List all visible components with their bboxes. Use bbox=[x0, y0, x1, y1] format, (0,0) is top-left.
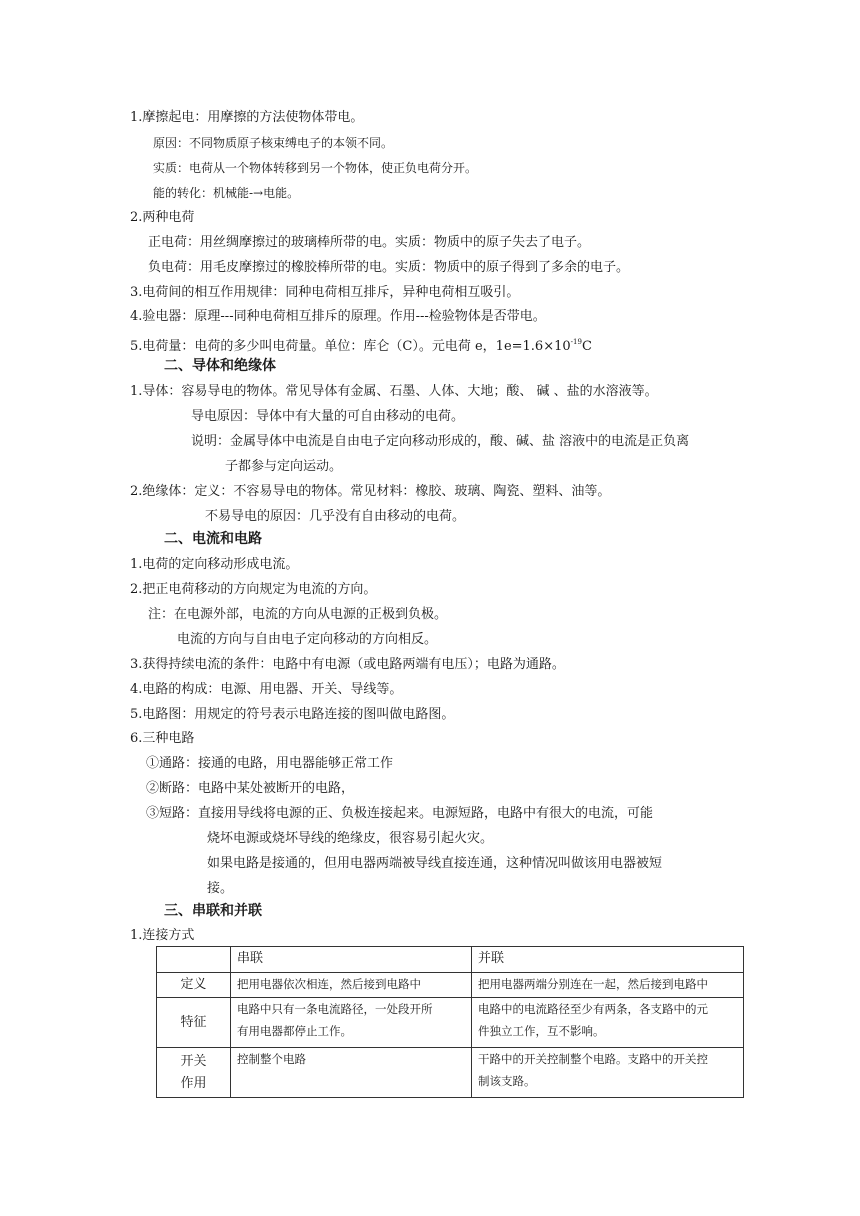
insulator-reason: 不易导电的原因：几乎没有自由移动的电荷。 bbox=[205, 509, 466, 524]
table-corner-cell bbox=[157, 947, 231, 973]
current-direction: 2.把正电荷移动的方向规定为电流的方向。 bbox=[130, 582, 377, 597]
switch-series: 控制整个电路 bbox=[231, 1048, 472, 1098]
feature-parallel-line1: 电路中的电流路径至少有两条，各支路中的元 bbox=[478, 1002, 708, 1016]
open-circuit: ②断路：电路中某处被断开的电路， bbox=[146, 781, 355, 796]
item-two-charges: 2.两种电荷 bbox=[130, 210, 195, 225]
header-parallel: 并联 bbox=[472, 947, 744, 973]
direction-note-cont: 电流的方向与自由电子定向移动的方向相反。 bbox=[177, 632, 438, 647]
circuit-composition: 4.电路的构成：电源、用电器、开关、导线等。 bbox=[130, 682, 403, 697]
feature-series-line2: 有用电器都停止工作。 bbox=[237, 1024, 352, 1038]
friction-essence: 实质：电荷从一个物体转移到另一个物体，使正负电荷分开。 bbox=[153, 161, 478, 175]
positive-charge: 正电荷：用丝绸摩擦过的玻璃棒所带的电。实质：物质中的原子失去了电子。 bbox=[148, 235, 591, 250]
short-circuit-note: 如果电路是接通的，但用电器两端被导线直接连通，这种情况叫做该用电器被短 bbox=[207, 856, 663, 871]
heading-conductors-insulators: 二、导体和绝缘体 bbox=[164, 358, 276, 374]
switch-label-line2: 作用 bbox=[180, 1075, 207, 1091]
feature-series bbox=[231, 998, 472, 1048]
item-friction-electrification: 1.摩擦起电：用摩擦的方法使物体带电。 bbox=[130, 110, 364, 125]
conductor-definition: 1.导体：容易导电的物体。常见导体有金属、石墨、人体、大地；酸、 碱 、盐的水溶液等。 bbox=[130, 384, 658, 399]
three-circuits: 6.三种电路 bbox=[130, 731, 195, 746]
feature-series-line1: 电路中只有一条电流路径，一处段开所 bbox=[237, 1002, 433, 1016]
charge-exponent: -19 bbox=[570, 338, 582, 346]
direction-note: 注：在电源外部，电流的方向从电源的正极到负极。 bbox=[148, 607, 448, 622]
conductor-note-cont: 子都参与定向运动。 bbox=[225, 459, 343, 474]
comparison-table bbox=[156, 946, 744, 1098]
feature-parallel-line2: 件独立工作，互不影响。 bbox=[478, 1024, 605, 1038]
charge-unit: C bbox=[581, 339, 592, 354]
short-circuit-note-cont: 接。 bbox=[207, 881, 234, 896]
insulator-definition: 2.绝缘体：定义：不容易导电的物体。常见材料：橡胶、玻璃、陶瓷、塑料、油等。 bbox=[130, 484, 611, 499]
charge-quantity bbox=[130, 334, 592, 355]
circuit-diagram: 5.电路图：用规定的符号表示电路连接的图叫做电路图。 bbox=[130, 707, 455, 722]
conduction-reason: 导电原因：导体中有大量的可自由移动的电荷。 bbox=[191, 409, 465, 424]
switch-parallel bbox=[472, 1048, 744, 1098]
electroscope: 4.验电器：原理---同种电荷相互排斥的原理。作用---检验物体是否带电。 bbox=[130, 309, 546, 324]
connection-methods: 1.连接方式 bbox=[130, 928, 195, 943]
switch-parallel-line2: 制该支路。 bbox=[478, 1074, 536, 1088]
row-label-feature: 特征 bbox=[157, 998, 231, 1048]
table-header-row bbox=[157, 947, 744, 973]
negative-charge: 负电荷：用毛皮摩擦过的橡胶棒所带的电。实质：物质中的原子得到了多余的电子。 bbox=[148, 260, 630, 275]
table-row bbox=[157, 1048, 744, 1098]
definition-series: 把用电器依次相连，然后接到电路中 bbox=[231, 973, 472, 998]
short-circuit-cont: 烧坏电源或烧坏导线的绝缘皮，很容易引起火灾。 bbox=[207, 831, 494, 846]
short-circuit: ③短路：直接用导线将电源的正、负极连接起来。电源短路，电路中有很大的电流，可能 bbox=[146, 806, 654, 821]
closed-circuit: ①通路：接通的电路，用电器能够正常工作 bbox=[146, 756, 394, 771]
feature-parallel bbox=[472, 998, 744, 1048]
continuous-current-condition: 3.获得持续电流的条件：电路中有电源（或电路两端有电压）；电路为通路。 bbox=[130, 657, 565, 672]
definition-parallel: 把用电器两端分别连在一起，然后接到电路中 bbox=[472, 973, 744, 998]
charge-quantity-text: 5.电荷量：电荷的多少叫电荷量。单位：库仑（C）。元电荷 e，1e=1.6×10 bbox=[130, 339, 571, 354]
heading-series-parallel: 三、串联和并联 bbox=[164, 903, 262, 919]
current-formation: 1.电荷的定向移动形成电流。 bbox=[130, 557, 299, 572]
energy-conversion: 能的转化：机械能-→电能。 bbox=[153, 186, 300, 200]
table-row bbox=[157, 973, 744, 998]
friction-cause: 原因：不同物质原子核束缚电子的本领不同。 bbox=[153, 136, 394, 150]
switch-label-line1: 开关 bbox=[180, 1053, 207, 1069]
switch-parallel-line1: 干路中的开关控制整个电路。支路中的开关控 bbox=[478, 1052, 708, 1066]
row-label-definition: 定义 bbox=[157, 973, 231, 998]
header-series: 串联 bbox=[231, 947, 472, 973]
row-label-switch bbox=[157, 1048, 231, 1098]
heading-current-circuit: 二、电流和电路 bbox=[164, 531, 262, 547]
conductor-note: 说明：金属导体中电流是自由电子定向移动形成的，酸、碱、盐 溶液中的电流是正负离 bbox=[191, 434, 690, 449]
charge-interaction-rule: 3.电荷间的相互作用规律：同种电荷相互排斥，异种电荷相互吸引。 bbox=[130, 285, 520, 300]
table-row bbox=[157, 998, 744, 1048]
